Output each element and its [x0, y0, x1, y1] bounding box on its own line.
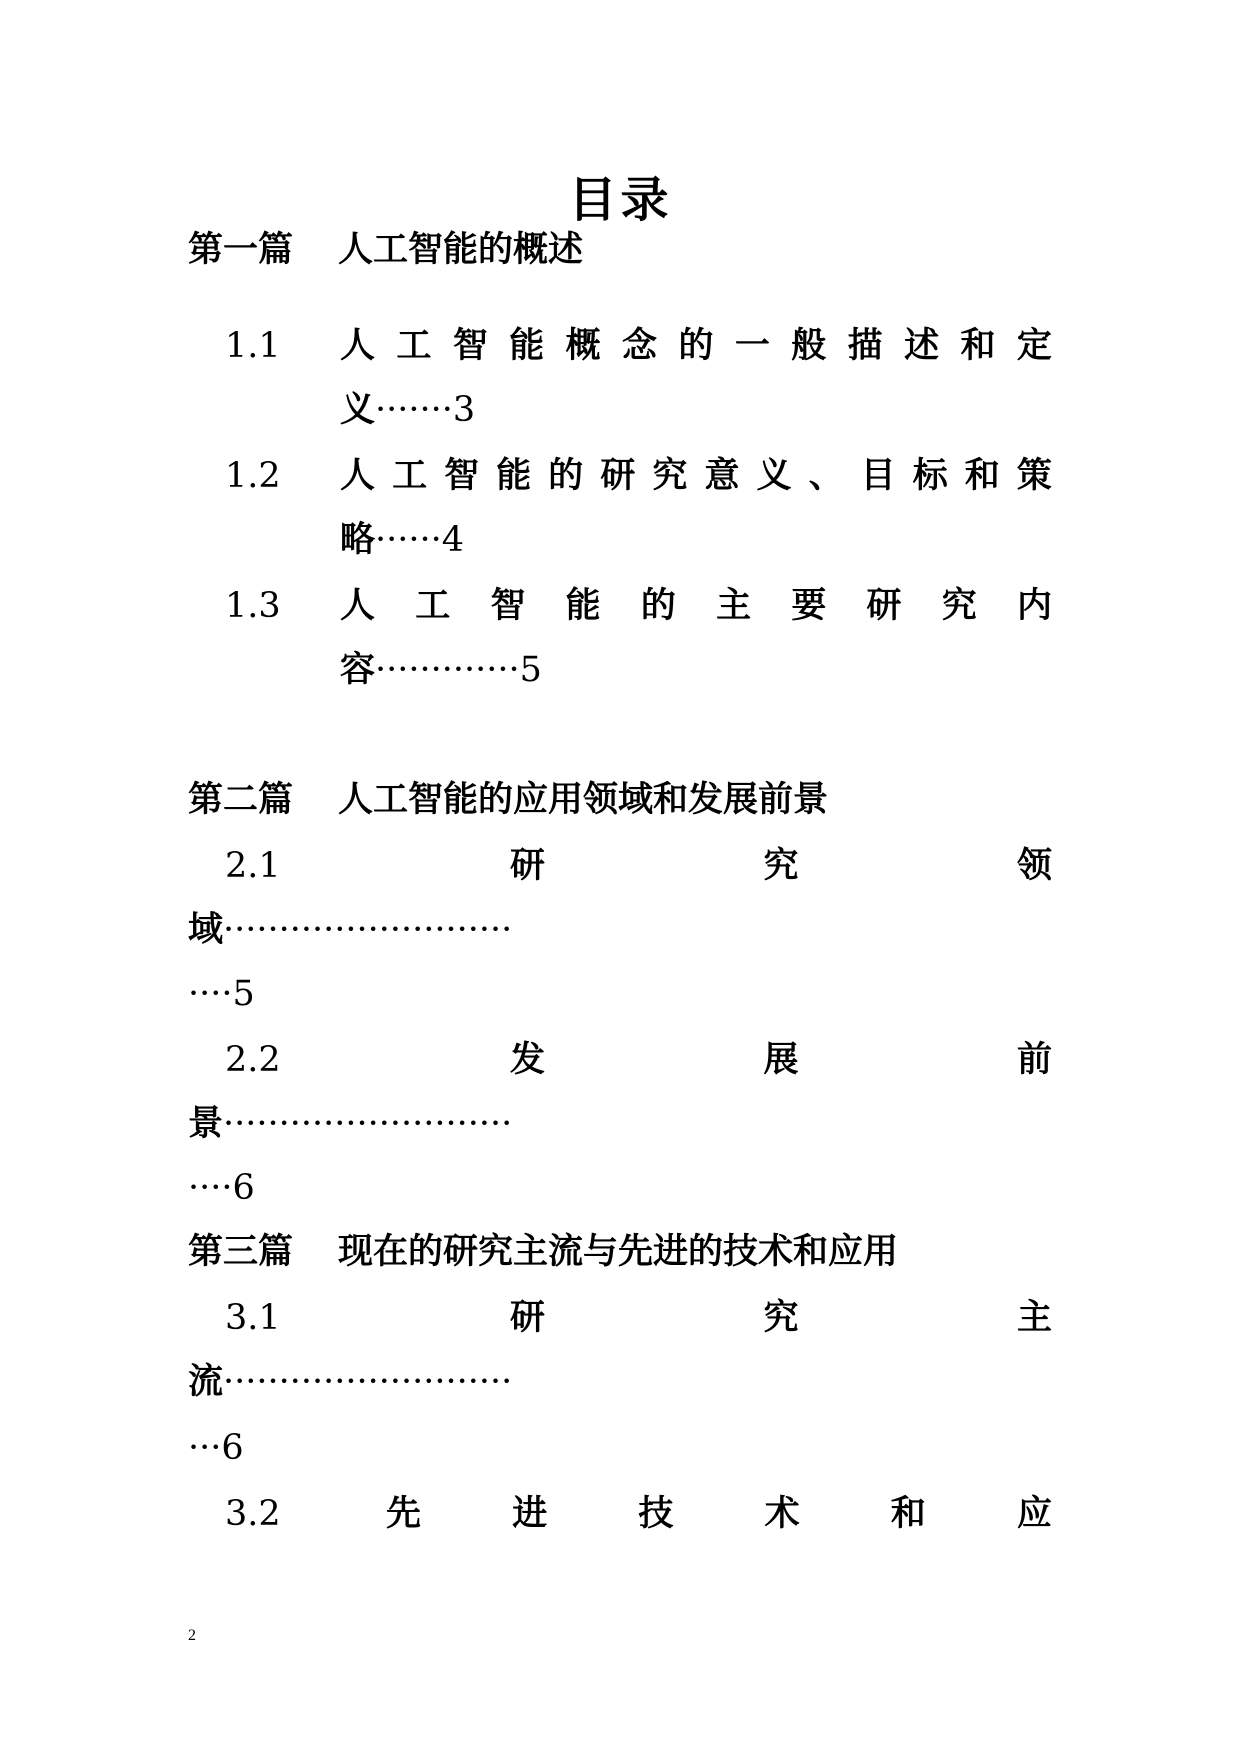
dot-leader: ······· [375, 390, 453, 430]
entry-number: 1.3 [225, 586, 281, 626]
page-title: 目录 [568, 172, 673, 228]
entry-number: 2.2 [225, 1040, 281, 1080]
entry-leader-tail [188, 1164, 255, 1212]
page-number: 5 [519, 650, 542, 690]
page-number: 4 [441, 520, 465, 560]
entry-number: 1.2 [225, 456, 281, 496]
section-label: 第三篇 [188, 1231, 294, 1272]
entry-title: 研 究 主 [510, 1297, 1052, 1338]
dot-leader: ·························· [223, 1362, 513, 1402]
entry-continuation: 域 ·························· [188, 906, 1058, 954]
entry-continuation: 容·············5 [340, 649, 542, 690]
entry-continuation: 景 ·························· [188, 1100, 1058, 1148]
entry-title: 先 进 技 术 和 应 [386, 1493, 1052, 1534]
entry-title: 研 究 领 [510, 845, 1052, 886]
page-number: 3 [452, 390, 476, 430]
dot-leader: ···· [188, 974, 233, 1014]
entry-number: 3.2 [225, 1494, 281, 1534]
dot-leader: ·························· [223, 1104, 513, 1144]
dot-leader: ··· [188, 1428, 222, 1468]
dot-leader: ············· [375, 650, 520, 690]
entry-number: 2.1 [225, 846, 281, 886]
entry-continuation: 义·······3 [340, 389, 476, 430]
page-number: 5 [232, 974, 255, 1014]
entry-number: 3.1 [225, 1298, 281, 1338]
entry-title: 发 展 前 [510, 1039, 1052, 1080]
dot-leader: ·························· [223, 910, 513, 950]
page-number: 6 [232, 1168, 255, 1208]
entry-title: 人 工 智 能 概 念 的 一 般 描 述 和 定 [340, 325, 1052, 366]
entry-leader-tail [188, 1424, 244, 1472]
section-label: 第一篇 [188, 229, 294, 270]
page-number: 6 [221, 1428, 244, 1468]
entry-leader-tail [188, 970, 255, 1018]
entry-continuation: 流 ·························· [188, 1358, 1058, 1406]
dot-leader: ···· [188, 1168, 233, 1208]
entry-title: 人 工 智 能 的 研 究 意 义 、 目 标 和 策 [340, 455, 1052, 496]
section-heading-2 [188, 776, 828, 824]
footer-page-number: 2 [188, 1627, 196, 1644]
section-heading-3 [188, 1228, 898, 1276]
section-name: 现在的研究主流与先进的技术和应用 [338, 1231, 899, 1272]
dot-leader: ······ [375, 520, 442, 560]
entry-continuation: 略······4 [340, 519, 465, 560]
section-name: 人工智能的应用领域和发展前景 [338, 779, 829, 820]
section-heading-1 [188, 226, 583, 274]
entry-number: 1.1 [225, 326, 281, 366]
entry-title: 人 工 智 能 的 主 要 研 究 内 [340, 585, 1052, 626]
section-name: 人工智能的概述 [338, 229, 584, 270]
section-label: 第二篇 [188, 779, 294, 820]
